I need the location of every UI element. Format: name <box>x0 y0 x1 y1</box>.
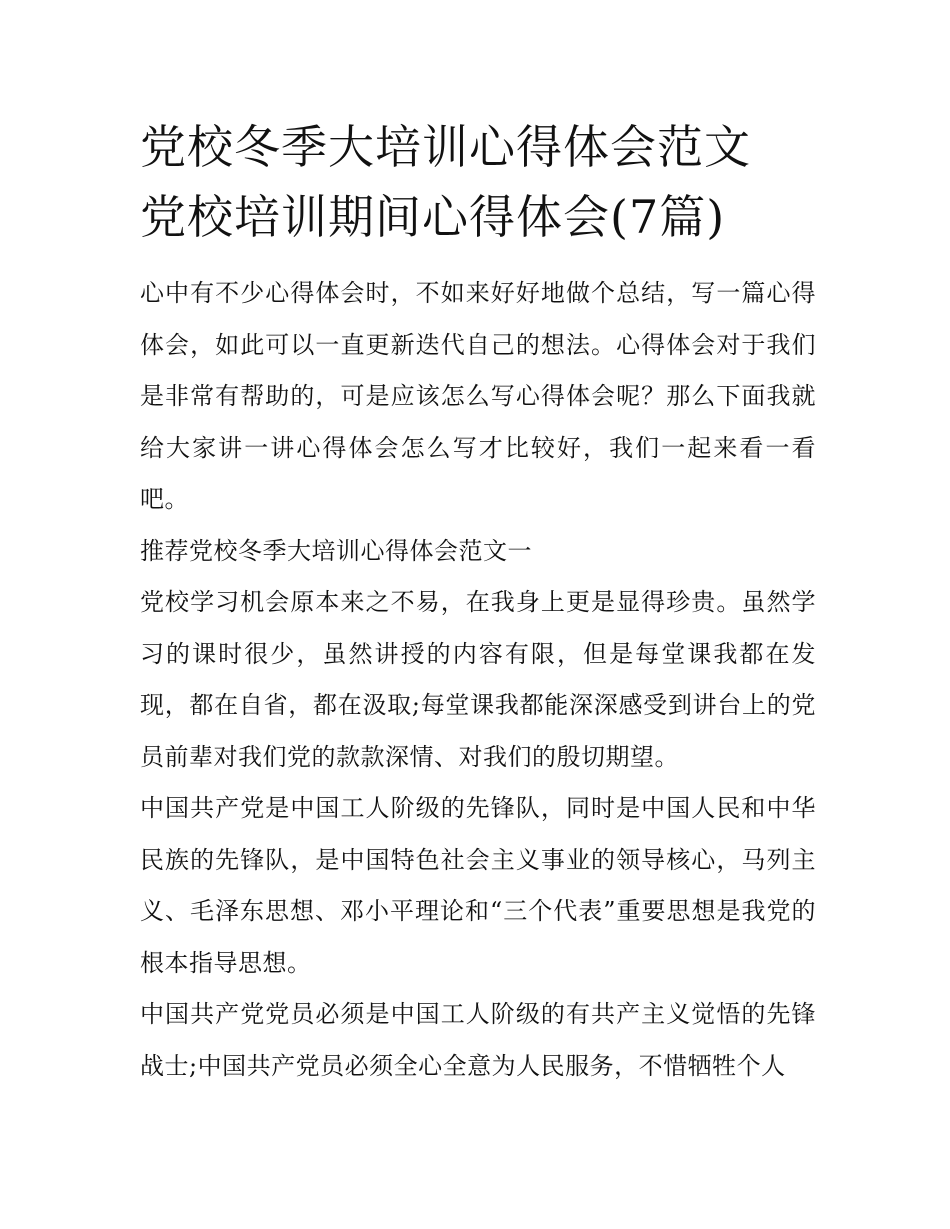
intro-paragraph: 心中有不少心得体会时，不如来好好地做个总结，写一篇心得体会，如此可以一直更新迭代自己的想法。心得体会对于我们是非常有帮助的，可是应该怎么写心得体会呢？那么下面我就给大家讲一讲心得体会怎么写才比较好，我们一起来看一看吧。 <box>140 279 816 513</box>
section-heading: 推荐党校冬季大培训心得体会范文一 <box>140 536 532 565</box>
document-title <box>140 112 816 252</box>
title-line-2: 党校培训期间心得体会(7篇) <box>140 190 726 244</box>
body-paragraph: 党校学习机会原本来之不易，在我身上更是显得珍贵。虽然学习的课时很少，虽然讲授的内容有限，但是每堂课我都在发现，都在自省，都在汲取;每堂课我都能深深感受到讲台上的党员前辈对我们党的款款深情、对我们的殷切期望。 <box>140 588 816 771</box>
body-paragraph: 中国共产党是中国工人阶级的先锋队，同时是中国人民和中华民族的先锋队，是中国特色社会主义事业的领导核心，马列主义、毛泽东思想、邓小平理论和“三个代表”重要思想是我党的根本指导思想。 <box>140 794 816 977</box>
document-body <box>140 112 816 1092</box>
title-line-1: 党校冬季大培训心得体会范文 <box>140 120 751 174</box>
body-paragraph: 中国共产党党员必须是中国工人阶级的有共产主义觉悟的先锋战士;中国共产党员必须全心全意为人民服务，不惜牺牲个人 <box>140 1000 816 1080</box>
